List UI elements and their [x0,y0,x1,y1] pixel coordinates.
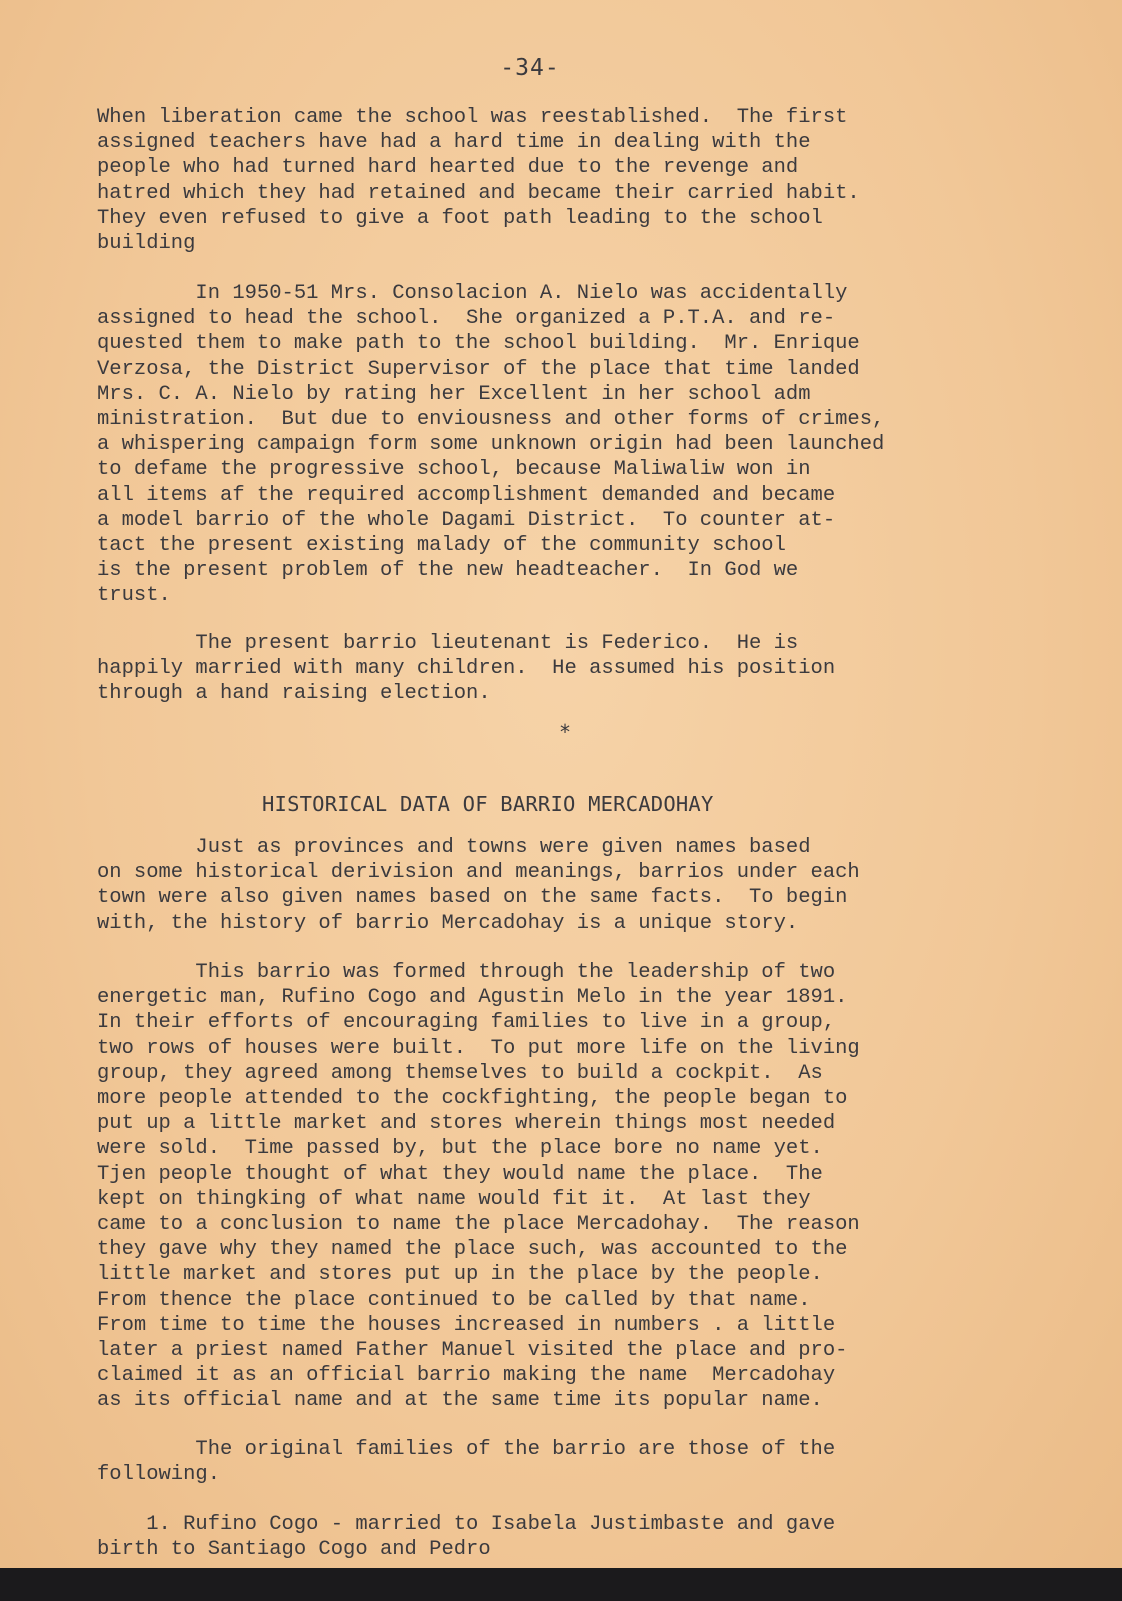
paragraph-barrio-lieutenant: The present barrio lieutenant is Federico. He is happily married with many children. He assumed his position through a hand raising election. [97,632,836,706]
paragraph-nielo: In 1950-51 Mrs. Consolacion A. Nielo was accidentally assigned to head the school. She organized a P.T.A. and re- quested them to make path to the school building. Mr. Enrique Verzosa, the District Supervisor of the place that time landed Mrs. C. A. Nielo by rating her Excellent in her school adm ministration. But due to enviousness and other forms of crimes, a whispering campaign form some unknown origin had been launched to defame the progressive school, because Maliwaliw won in all items af the required accomplishment demanded and became a model barrio of the whole Dagami District. To counter at- tact the present existing malady of the community school is the present problem of the new headteacher. In God we trust. [97,282,885,608]
section-heading: HISTORICAL DATA OF BARRIO MERCADOHAY [262,792,714,816]
paragraph-liberation: When liberation came the school was reestablished. The first assigned teachers have had a hard time in dealing with the people who had turned hard hearted due to the revenge and hatred which they had retained and became their carried habit. They even refused to give a foot path leading to the school building [97,106,860,256]
paragraph-original-families: The original families of the barrio are those of the following. [97,1438,836,1487]
paragraph-naming: Just as provinces and towns were given names based on some historical derivision and meanings, barrios under each town were also given names based on the same facts. To begin with, the history of barrio Mercadohay is a unique story. [97,836,860,935]
list-item-family-1: 1. Rufino Cogo - married to Isabela Justimbaste and gave birth to Santiago Cogo and Pedro [97,1513,836,1562]
scan-edge [0,1568,1122,1601]
page-number: -34- [500,55,560,81]
paragraph-history: This barrio was formed through the leadership of two energetic man, Rufino Cogo and Agustin Melo in the year 1891. In their efforts of encouraging families to live in a group, two rows of houses were built. To put more life on the living group, they agreed among themselves to build a cockpit. As more people attended to the cockfighting, the people began to put up a little market and stores wherein things most needed were sold. Time passed by, but the place bore no name yet. Tjen people thought of what they would name the place. The kept on thingking of what name would fit it. At last they came to a conclusion to name the place Mercadohay. The reason they gave why they named the place such, was accounted to the little market and stores put up in the place by the people. From thence the place continued to be called by that name. From time to time the houses increased in numbers . a little later a priest named Father Manuel visited the place and pro- claimed it as an official barrio making the name Mercadohay as its official name and at the same time its popular name. [97,961,860,1413]
section-separator: * [558,720,572,744]
